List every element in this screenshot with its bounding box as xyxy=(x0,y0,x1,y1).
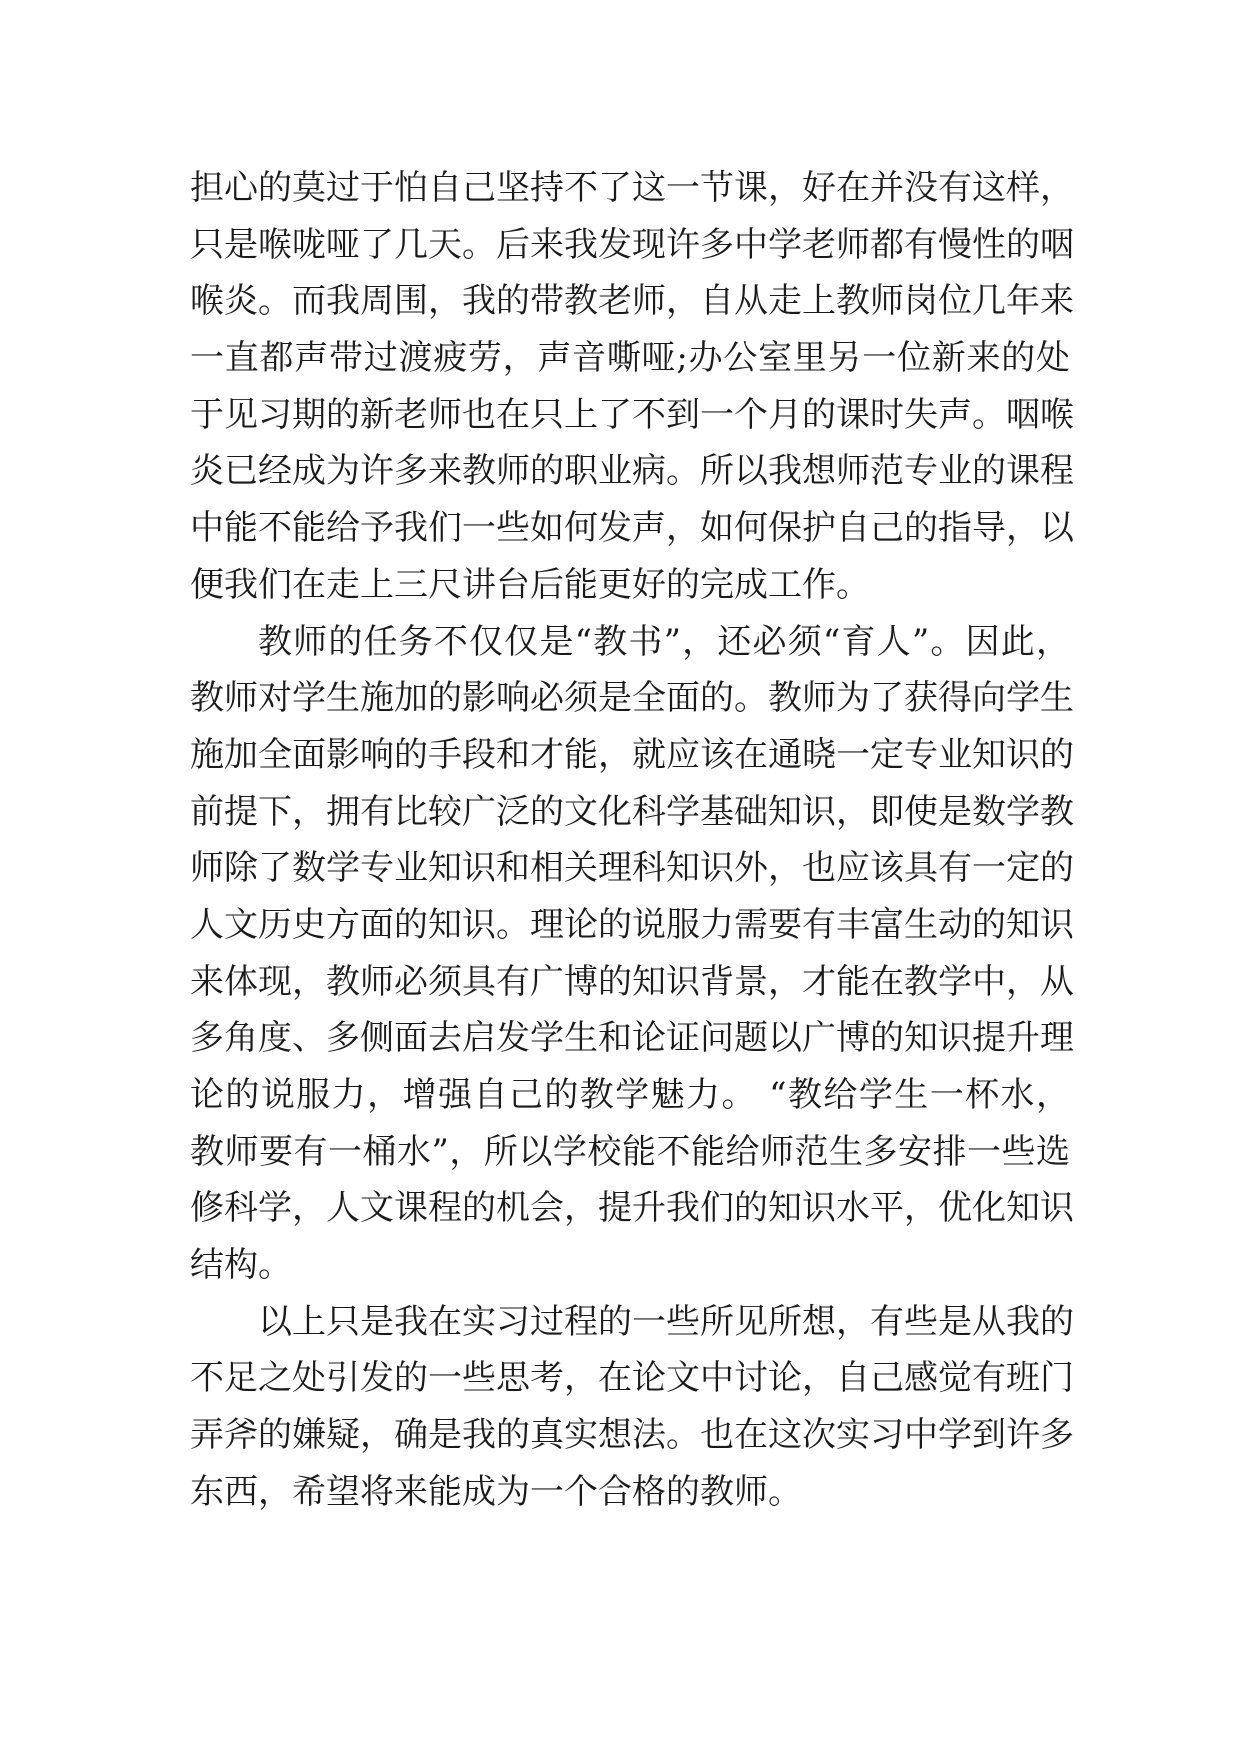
document-body xyxy=(190,160,1074,1521)
text-line: 来体现，教师必须具有广博的知识背景，才能在教学中，从 xyxy=(190,961,1074,1002)
text-line: 于见习期的新老师也在只上了不到一个月的课时失声。咽喉 xyxy=(190,394,1074,435)
text-line: 喉炎。而我周围，我的带教老师，自从走上教师岗位几年来 xyxy=(190,281,1074,322)
text-line: 便我们在走上三尺讲台后能更好的完成工作。 xyxy=(190,564,870,605)
text-line: 炎已经成为许多来教师的职业病。所以我想师范专业的课程 xyxy=(190,451,1074,492)
text-line: 多角度、多侧面去启发学生和论证问题以广博的知识提升理 xyxy=(190,1018,1074,1059)
text-line: 一直都声带过渡疲劳，声音嘶哑;办公室里另一位新来的处 xyxy=(190,338,1071,379)
text-line: 师除了数学专业知识和相关理科知识外，也应该具有一定的 xyxy=(190,848,1074,889)
text-line: 前提下，拥有比较广泛的文化科学基础知识，即使是数学教 xyxy=(190,791,1074,832)
paragraph-2 xyxy=(190,614,1074,1294)
text-line: 教师的任务不仅仅是“教书”，还必须“育人”。因此， xyxy=(258,621,1070,662)
text-line: 不足之处引发的一些思考，在论文中讨论，自己感觉有班门 xyxy=(190,1358,1074,1399)
text-line: 教师对学生施加的影响必须是全面的。教师为了获得向学生 xyxy=(190,678,1074,719)
text-line: 以上只是我在实习过程的一些所见所想，有些是从我的 xyxy=(258,1301,1074,1342)
text-line: 论的说服力，增强自己的教学魅力。 “教给学生一杯水， xyxy=(190,1075,1070,1115)
text-line: 结构。 xyxy=(190,1245,292,1286)
text-line: 人文历史方面的知识。理论的说服力需要有丰富生动的知识 xyxy=(190,904,1074,945)
paragraph-1 xyxy=(190,160,1074,614)
text-line: 只是喉咙哑了几天。后来我发现许多中学老师都有慢性的咽 xyxy=(190,224,1074,265)
paragraph-3 xyxy=(190,1294,1074,1521)
text-line: 弄斧的嫌疑，确是我的真实想法。也在这次实习中学到许多 xyxy=(190,1415,1074,1456)
text-line: 修科学，人文课程的机会，提升我们的知识水平，优化知识 xyxy=(190,1188,1074,1229)
text-line: 担心的莫过于怕自己坚持不了这一节课，好在并没有这样， xyxy=(190,168,1074,208)
text-line: 中能不能给予我们一些如何发声，如何保护自己的指导，以 xyxy=(190,508,1074,549)
text-line: 东西，希望将来能成为一个合格的教师。 xyxy=(190,1471,802,1512)
text-line: 施加全面影响的手段和才能，就应该在通晓一定专业知识的 xyxy=(190,734,1074,775)
text-line: 教师要有一桶水”，所以学校能不能给师范生多安排一些选 xyxy=(190,1131,1070,1172)
